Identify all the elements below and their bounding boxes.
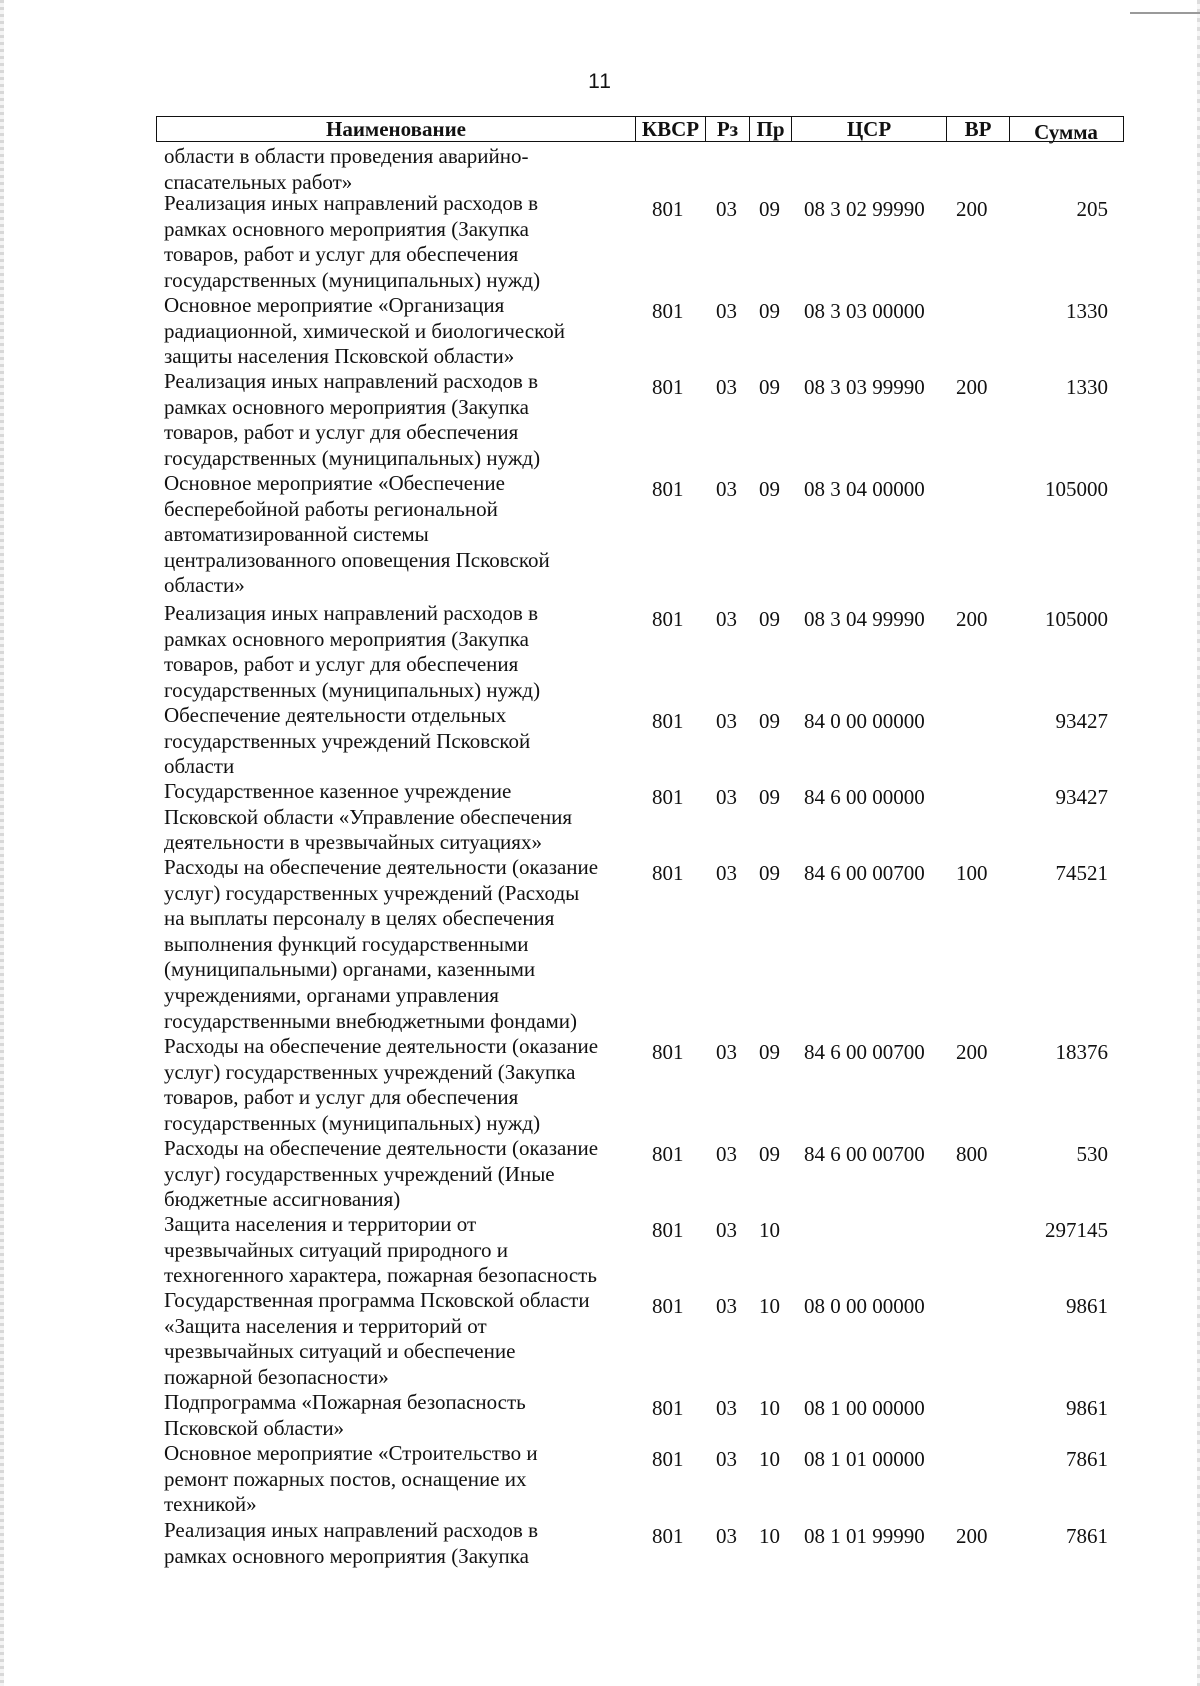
row-name-line: области в области проведения аварийно- xyxy=(164,144,529,168)
header-csr: ЦСР xyxy=(791,117,946,141)
row-name-line: техникой» xyxy=(164,1492,257,1517)
cell-sum: 93427 xyxy=(1055,709,1108,733)
row-name xyxy=(164,1441,644,1518)
row-name-line: услуг) государственных учреждений (Закупка xyxy=(164,1059,576,1084)
row-name-line: государственных (муниципальных) нужд) xyxy=(164,677,541,702)
row-name-line: Расходы на обеспечение деятельности (оказание xyxy=(164,855,599,879)
cell-vr: 200 xyxy=(956,1524,988,1548)
header-kvsr: КВСР xyxy=(635,117,705,141)
page-number: 11 xyxy=(588,70,612,93)
row-name-line: чрезвычайных ситуаций и обеспечение xyxy=(164,1339,516,1364)
row-name xyxy=(164,144,644,195)
cell-csr: 84 6 00 00700 xyxy=(804,1040,925,1064)
cell-csr: 08 3 04 00000 xyxy=(804,477,925,501)
row-name-line: области» xyxy=(164,573,245,598)
cell-pr: 09 xyxy=(759,477,780,501)
row-name-line: услуг) государственных учреждений (Расходы xyxy=(164,880,580,905)
cell-sum: 7861 xyxy=(1066,1447,1108,1471)
row-name-line: Подпрограмма «Пожарная безопасность xyxy=(164,1390,526,1414)
cell-sum: 7861 xyxy=(1066,1524,1108,1548)
cell-rz: 03 xyxy=(716,709,737,733)
cell-vr: 100 xyxy=(956,861,988,885)
row-name-line: бюджетные ассигнования) xyxy=(164,1187,401,1212)
cell-kvsr: 801 xyxy=(652,299,684,323)
row-name-line: Государственная программа Псковской области xyxy=(164,1288,590,1312)
cell-rz: 03 xyxy=(716,197,737,221)
row-name xyxy=(164,703,644,780)
row-name-line: бесперебойной работы региональной xyxy=(164,496,498,521)
header-pr: Пр xyxy=(749,117,791,141)
row-name-line: государственными внебюджетными фондами) xyxy=(164,1008,578,1033)
cell-kvsr: 801 xyxy=(652,1040,684,1064)
row-name-line: государственных учреждений Псковской xyxy=(164,728,531,753)
row-name xyxy=(164,1034,644,1136)
cell-csr: 08 1 01 00000 xyxy=(804,1447,925,1471)
cell-pr: 10 xyxy=(759,1447,780,1471)
row-name-line: товаров, работ и услуг для обеспечения xyxy=(164,1085,519,1110)
cell-kvsr: 801 xyxy=(652,709,684,733)
header-name: Наименование xyxy=(326,116,466,141)
cell-sum: 9861 xyxy=(1066,1396,1108,1420)
cell-kvsr: 801 xyxy=(652,375,684,399)
cell-sum: 530 xyxy=(1076,1142,1108,1166)
row-name-line: государственных (муниципальных) нужд) xyxy=(164,267,541,292)
cell-csr: 08 3 03 00000 xyxy=(804,299,925,323)
cell-sum: 1330 xyxy=(1066,375,1108,399)
cell-pr: 09 xyxy=(759,375,780,399)
row-name-line: спасательных работ» xyxy=(164,169,353,194)
cell-sum: 74521 xyxy=(1055,861,1108,885)
cell-csr: 84 0 00 00000 xyxy=(804,709,925,733)
row-name-line: Защита населения и территории от xyxy=(164,1212,477,1236)
row-name-line: рамках основного мероприятия (Закупка xyxy=(164,1543,529,1568)
cell-rz: 03 xyxy=(716,375,737,399)
cell-kvsr: 801 xyxy=(652,1447,684,1471)
cell-sum: 18376 xyxy=(1055,1040,1108,1064)
cell-csr: 84 6 00 00000 xyxy=(804,785,925,809)
row-name-line: ремонт пожарных постов, оснащение их xyxy=(164,1466,527,1491)
cell-sum: 1330 xyxy=(1066,299,1108,323)
cell-rz: 03 xyxy=(716,1218,737,1242)
row-name-line: Реализация иных направлений расходов в xyxy=(164,191,539,215)
cell-rz: 03 xyxy=(716,477,737,501)
scan-edge-left xyxy=(0,0,4,1686)
row-name-line: услуг) государственных учреждений (Иные xyxy=(164,1161,555,1186)
cell-rz: 03 xyxy=(716,861,737,885)
cell-rz: 03 xyxy=(716,1040,737,1064)
cell-pr: 09 xyxy=(759,197,780,221)
row-name-line: товаров, работ и услуг для обеспечения xyxy=(164,652,519,677)
cell-sum: 9861 xyxy=(1066,1294,1108,1318)
header-rz: Рз xyxy=(705,117,749,141)
row-name-line: Основное мероприятие «Строительство и xyxy=(164,1441,538,1465)
row-name-line: Псковской области» xyxy=(164,1415,345,1440)
row-name-line: рамках основного мероприятия (Закупка xyxy=(164,216,529,241)
scan-corner-mark xyxy=(1130,12,1200,14)
row-name-line: Реализация иных направлений расходов в xyxy=(164,601,539,625)
row-name-line: радиационной, химической и биологической xyxy=(164,318,565,343)
cell-csr: 08 3 02 99990 xyxy=(804,197,925,221)
row-name xyxy=(164,855,644,1034)
cell-csr: 08 0 00 00000 xyxy=(804,1294,925,1318)
row-name xyxy=(164,1390,644,1441)
table-header xyxy=(156,116,1124,142)
row-name-line: Государственное казенное учреждение xyxy=(164,779,512,803)
row-name xyxy=(164,601,644,703)
cell-pr: 10 xyxy=(759,1524,780,1548)
row-name-line: деятельности в чрезвычайных ситуациях» xyxy=(164,830,542,855)
cell-vr: 800 xyxy=(956,1142,988,1166)
row-name-line: защиты населения Псковской области» xyxy=(164,344,515,369)
cell-vr: 200 xyxy=(956,197,988,221)
cell-pr: 10 xyxy=(759,1396,780,1420)
cell-pr: 09 xyxy=(759,1040,780,1064)
cell-kvsr: 801 xyxy=(652,861,684,885)
cell-pr: 10 xyxy=(759,1218,780,1242)
row-name-line: Реализация иных направлений расходов в xyxy=(164,1518,539,1542)
row-name-line: на выплаты персоналу в целях обеспечения xyxy=(164,906,555,931)
cell-rz: 03 xyxy=(716,1524,737,1548)
row-name-line: «Защита населения и территорий от xyxy=(164,1313,487,1338)
cell-sum: 105000 xyxy=(1045,607,1108,631)
cell-kvsr: 801 xyxy=(652,197,684,221)
cell-pr: 10 xyxy=(759,1294,780,1318)
row-name-line: Расходы на обеспечение деятельности (оказание xyxy=(164,1034,599,1058)
row-name-line: централизованного оповещения Псковской xyxy=(164,547,550,572)
row-name-line: (муниципальными) органами, казенными xyxy=(164,957,536,982)
row-name-line: чрезвычайных ситуаций природного и xyxy=(164,1237,509,1262)
cell-pr: 09 xyxy=(759,299,780,323)
cell-kvsr: 801 xyxy=(652,477,684,501)
row-name xyxy=(164,369,644,471)
cell-kvsr: 801 xyxy=(652,1142,684,1166)
row-name xyxy=(164,779,644,856)
row-name xyxy=(164,1288,644,1390)
row-name-line: пожарной безопасности» xyxy=(164,1364,389,1389)
cell-kvsr: 801 xyxy=(652,1294,684,1318)
cell-kvsr: 801 xyxy=(652,785,684,809)
cell-pr: 09 xyxy=(759,709,780,733)
cell-csr: 08 3 03 99990 xyxy=(804,375,925,399)
row-name-line: выполнения функций государственными xyxy=(164,931,529,956)
row-name-line: государственных (муниципальных) нужд) xyxy=(164,1110,541,1135)
cell-csr: 08 1 01 99990 xyxy=(804,1524,925,1548)
cell-kvsr: 801 xyxy=(652,607,684,631)
cell-sum: 93427 xyxy=(1055,785,1108,809)
cell-csr: 08 1 00 00000 xyxy=(804,1396,925,1420)
header-sum: Сумма xyxy=(1009,117,1122,141)
row-name-line: Расходы на обеспечение деятельности (оказание xyxy=(164,1136,599,1160)
cell-pr: 09 xyxy=(759,607,780,631)
row-name xyxy=(164,1212,644,1289)
cell-vr: 200 xyxy=(956,1040,988,1064)
cell-kvsr: 801 xyxy=(652,1218,684,1242)
row-name xyxy=(164,1518,644,1569)
cell-pr: 09 xyxy=(759,861,780,885)
cell-csr: 84 6 00 00700 xyxy=(804,1142,925,1166)
row-name-line: учреждениями, органами управления xyxy=(164,982,499,1007)
row-name-line: Обеспечение деятельности отдельных xyxy=(164,703,507,727)
row-name-line: техногенного характера, пожарная безопасность xyxy=(164,1263,597,1288)
cell-pr: 09 xyxy=(759,1142,780,1166)
cell-vr: 200 xyxy=(956,607,988,631)
row-name xyxy=(164,1136,644,1213)
header-vr: ВР xyxy=(946,117,1009,141)
row-name-line: рамках основного мероприятия (Закупка xyxy=(164,626,529,651)
cell-pr: 09 xyxy=(759,785,780,809)
cell-rz: 03 xyxy=(716,1447,737,1471)
row-name-line: государственных (муниципальных) нужд) xyxy=(164,445,541,470)
row-name xyxy=(164,293,644,370)
row-name-line: рамках основного мероприятия (Закупка xyxy=(164,394,529,419)
row-name-line: области xyxy=(164,754,235,779)
cell-csr: 08 3 04 99990 xyxy=(804,607,925,631)
cell-rz: 03 xyxy=(716,1142,737,1166)
row-name-line: Псковской области «Управление обеспечения xyxy=(164,804,573,829)
cell-csr: 84 6 00 00700 xyxy=(804,861,925,885)
row-name-line: автоматизированной системы xyxy=(164,522,429,547)
cell-rz: 03 xyxy=(716,785,737,809)
cell-rz: 03 xyxy=(716,1294,737,1318)
cell-sum: 205 xyxy=(1076,197,1108,221)
cell-rz: 03 xyxy=(716,1396,737,1420)
row-name xyxy=(164,191,644,293)
row-name-line: Основное мероприятие «Организация xyxy=(164,293,505,317)
row-name-line: Основное мероприятие «Обеспечение xyxy=(164,471,505,495)
row-name-line: товаров, работ и услуг для обеспечения xyxy=(164,242,519,267)
cell-kvsr: 801 xyxy=(652,1396,684,1420)
row-name-line: товаров, работ и услуг для обеспечения xyxy=(164,420,519,445)
row-name-line: Реализация иных направлений расходов в xyxy=(164,369,539,393)
cell-kvsr: 801 xyxy=(652,1524,684,1548)
cell-sum: 105000 xyxy=(1045,477,1108,501)
cell-rz: 03 xyxy=(716,607,737,631)
cell-sum: 297145 xyxy=(1045,1218,1108,1242)
cell-rz: 03 xyxy=(716,299,737,323)
row-name xyxy=(164,471,644,599)
cell-vr: 200 xyxy=(956,375,988,399)
